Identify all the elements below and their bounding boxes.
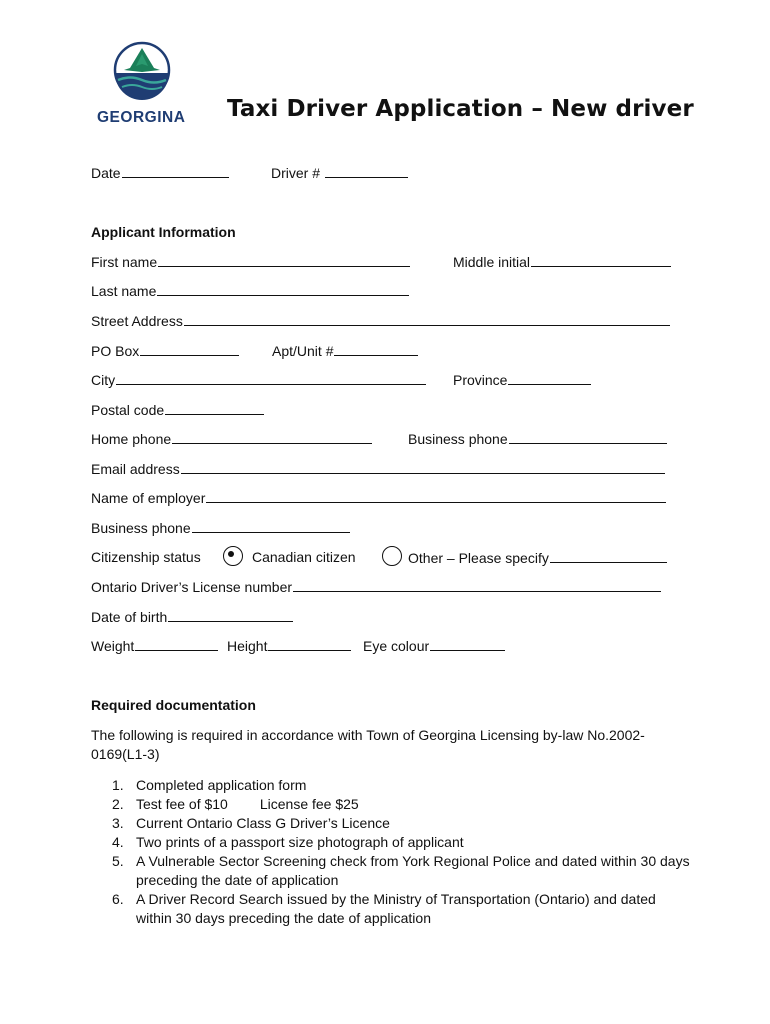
first-name-field[interactable] (91, 253, 410, 270)
other-radio[interactable] (382, 546, 402, 566)
list-item (91, 814, 691, 833)
height-field[interactable] (227, 637, 351, 654)
email-label: Email address (91, 461, 180, 477)
list-number: 3. (112, 815, 124, 831)
canadian-citizen-label: Canadian citizen (252, 549, 356, 565)
middle-initial-field[interactable] (453, 253, 671, 270)
po-box-field[interactable] (91, 342, 239, 359)
driver-number-field[interactable] (271, 164, 408, 181)
province-label: Province (453, 372, 508, 388)
province-line[interactable] (508, 371, 591, 385)
postal-code-label: Postal code (91, 402, 165, 418)
other-option[interactable] (382, 546, 402, 566)
employer-label: Name of employer (91, 490, 206, 506)
list-text-b: License fee $25 (259, 796, 359, 812)
first-name-line[interactable] (158, 253, 410, 267)
required-heading: Required documentation (91, 697, 256, 713)
eye-colour-field[interactable] (363, 637, 505, 654)
list-item (91, 833, 691, 852)
list-number: 2. (112, 796, 124, 812)
home-phone-label: Home phone (91, 431, 172, 447)
middle-initial-line[interactable] (531, 253, 671, 267)
georgina-logo (94, 40, 190, 130)
list-number: 4. (112, 834, 124, 850)
business-phone-label: Business phone (408, 431, 508, 447)
eye-colour-label: Eye colour (363, 638, 430, 654)
business-phone-field[interactable] (408, 430, 667, 447)
dob-line[interactable] (168, 608, 293, 622)
province-field[interactable] (453, 371, 591, 388)
license-label: Ontario Driver’s License number (91, 579, 293, 595)
last-name-field[interactable] (91, 282, 409, 299)
other-specify-line[interactable] (550, 549, 667, 563)
email-line[interactable] (181, 460, 665, 474)
license-line[interactable] (293, 578, 661, 592)
postal-code-line[interactable] (165, 401, 264, 415)
list-item (91, 776, 691, 795)
first-name-label: First name (91, 254, 158, 270)
middle-initial-label: Middle initial (453, 254, 531, 270)
po-box-line[interactable] (140, 342, 239, 356)
list-number: 6. (112, 891, 124, 907)
other-specify-field[interactable] (408, 549, 667, 566)
driver-number-label: Driver # (271, 165, 321, 181)
last-name-line[interactable] (157, 282, 409, 296)
apt-unit-field[interactable] (272, 342, 418, 359)
email-field[interactable] (91, 460, 665, 477)
city-field[interactable] (91, 371, 426, 388)
list-number: 5. (112, 853, 124, 869)
business-phone-2-field[interactable] (91, 519, 350, 536)
license-field[interactable] (91, 578, 661, 595)
date-field[interactable] (91, 164, 229, 181)
page-title: Taxi Driver Application – New driver (227, 96, 694, 122)
weight-label: Weight (91, 638, 135, 654)
height-line[interactable] (268, 637, 351, 651)
list-item (91, 852, 691, 890)
list-text: Current Ontario Class G Driver’s Licence (136, 815, 390, 831)
eye-colour-line[interactable] (430, 637, 505, 651)
weight-line[interactable] (135, 637, 218, 651)
list-item (91, 795, 691, 814)
weight-field[interactable] (91, 637, 218, 654)
apt-unit-label: Apt/Unit # (272, 343, 334, 359)
apt-unit-line[interactable] (334, 342, 418, 356)
canadian-citizen-option[interactable] (223, 546, 243, 566)
business-phone-2-line[interactable] (192, 519, 350, 533)
canadian-citizen-radio[interactable] (223, 546, 243, 566)
city-line[interactable] (116, 371, 426, 385)
list-text: Completed application form (136, 777, 307, 793)
last-name-label: Last name (91, 283, 157, 299)
business-phone-line[interactable] (509, 430, 667, 444)
other-specify-label: Other – Please specify (408, 550, 549, 566)
date-line[interactable] (122, 164, 229, 178)
postal-code-field[interactable] (91, 401, 264, 418)
employer-line[interactable] (206, 489, 666, 503)
list-text: Two prints of a passport size photograph of applicant (136, 834, 464, 850)
requirements-list (91, 776, 691, 928)
citizenship-label: Citizenship status (91, 549, 201, 565)
home-phone-field[interactable] (91, 430, 372, 447)
logo-wordmark: GEORGINA (97, 109, 186, 126)
height-label: Height (227, 638, 268, 654)
employer-field[interactable] (91, 489, 666, 506)
applicant-heading: Applicant Information (91, 224, 236, 240)
po-box-label: PO Box (91, 343, 140, 359)
dob-label: Date of birth (91, 609, 168, 625)
list-number: 1. (112, 777, 124, 793)
street-address-label: Street Address (91, 313, 183, 329)
list-item (91, 890, 691, 928)
list-text: A Driver Record Search issued by the Ministry of Transportation (Ontario) and dated within 30 days preceding the date of application (136, 891, 656, 926)
street-address-field[interactable] (91, 312, 670, 329)
street-address-line[interactable] (184, 312, 670, 326)
dob-field[interactable] (91, 608, 293, 625)
business-phone-2-label: Business phone (91, 520, 191, 536)
required-intro: The following is required in accordance with Town of Georgina Licensing by-law No.2002-0169(L1-3) (91, 727, 645, 762)
driver-number-line[interactable] (325, 164, 408, 178)
list-text: A Vulnerable Sector Screening check from York Regional Police and dated within 30 days preceding the date of application (136, 853, 690, 888)
date-label: Date (91, 165, 121, 181)
city-label: City (91, 372, 116, 388)
home-phone-line[interactable] (172, 430, 372, 444)
list-text: Test fee of $10 (136, 796, 228, 812)
